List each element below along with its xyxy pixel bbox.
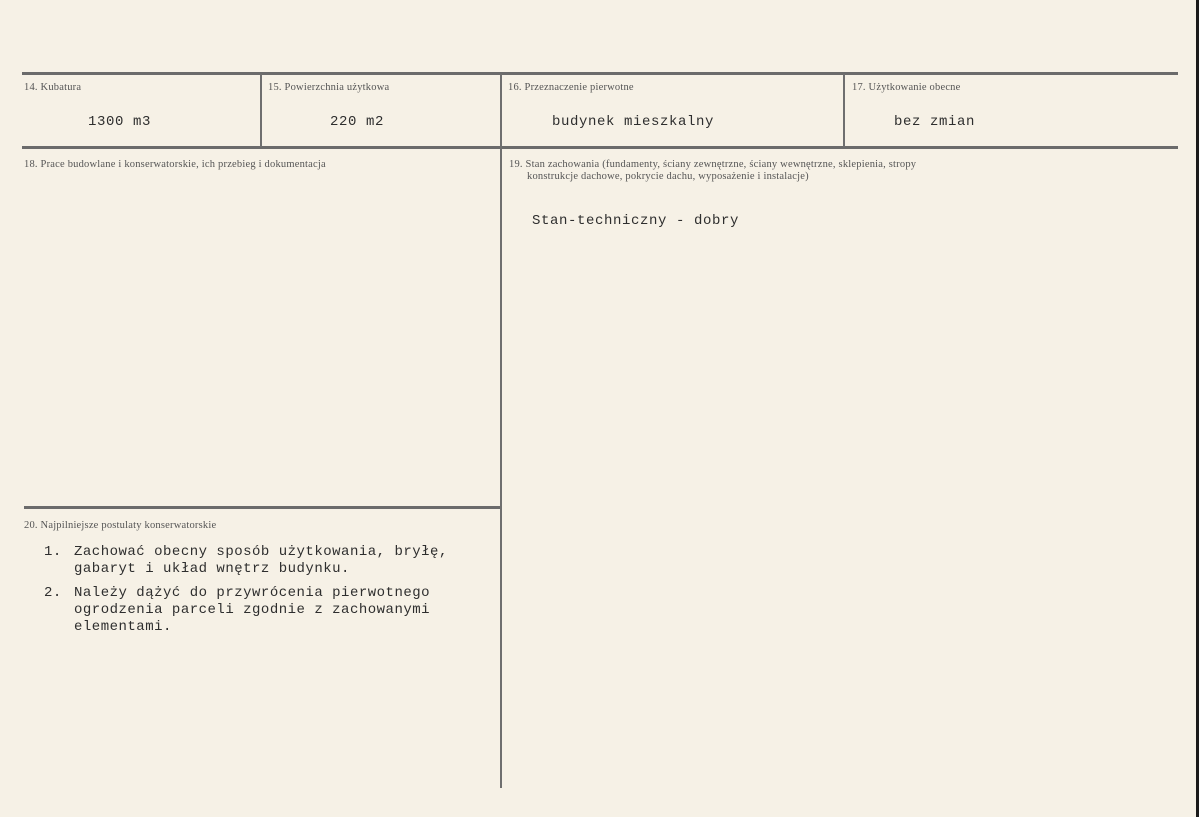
field-19-label-line-1: 19. Stan zachowania (fundamenty, ściany zewnętrzne, ściany wewnętrzne, sklepienia, stropy (509, 159, 917, 170)
divider-14-15 (260, 74, 262, 147)
field-18-label: 18. Prace budowlane i konserwatorskie, ich przebieg i dokumentacja (24, 159, 326, 170)
postulate-item (44, 544, 504, 578)
postulate-text: Zachować obecny sposób użytkowania, bryłę, gabaryt i układ wnętrz budynku. (74, 544, 448, 577)
field-16-value: budynek mieszkalny (552, 114, 715, 130)
field-19-label-line-2: konstrukcje dachowe, pokrycie dachu, wyposażenie i instalacje) (527, 171, 809, 182)
postulate-text: Należy dążyć do przywrócenia pierwotnego ogrodzenia parceli zgodnie z zachowanymi elementami. (74, 585, 431, 635)
divider-main (500, 74, 502, 788)
field-16-label: 16. Przeznaczenie pierwotne (508, 82, 634, 93)
field-15-label: 15. Powierzchnia użytkowa (268, 82, 390, 93)
field-15-value: 220 m2 (330, 114, 385, 130)
field-17-label: 17. Użytkowanie obecne (852, 82, 961, 93)
section-20-top-rule (24, 506, 500, 509)
top-rule (22, 72, 1178, 75)
field-14-label: 14. Kubatura (24, 82, 82, 93)
postulate-number: 2. (44, 585, 62, 601)
field-14-value: 1300 m3 (88, 114, 152, 130)
postulate-number: 1. (44, 544, 62, 560)
field-19-value: Stan-techniczny - dobry (532, 213, 740, 229)
postulate-item (44, 585, 504, 636)
field-17-value: bez zmian (894, 114, 976, 130)
field-20-label: 20. Najpilniejsze postulaty konserwatorskie (24, 520, 217, 531)
divider-16-17 (843, 74, 845, 147)
postulates-list (44, 544, 504, 643)
header-row-bottom-rule (22, 146, 1178, 149)
field-19-label (509, 159, 1129, 183)
